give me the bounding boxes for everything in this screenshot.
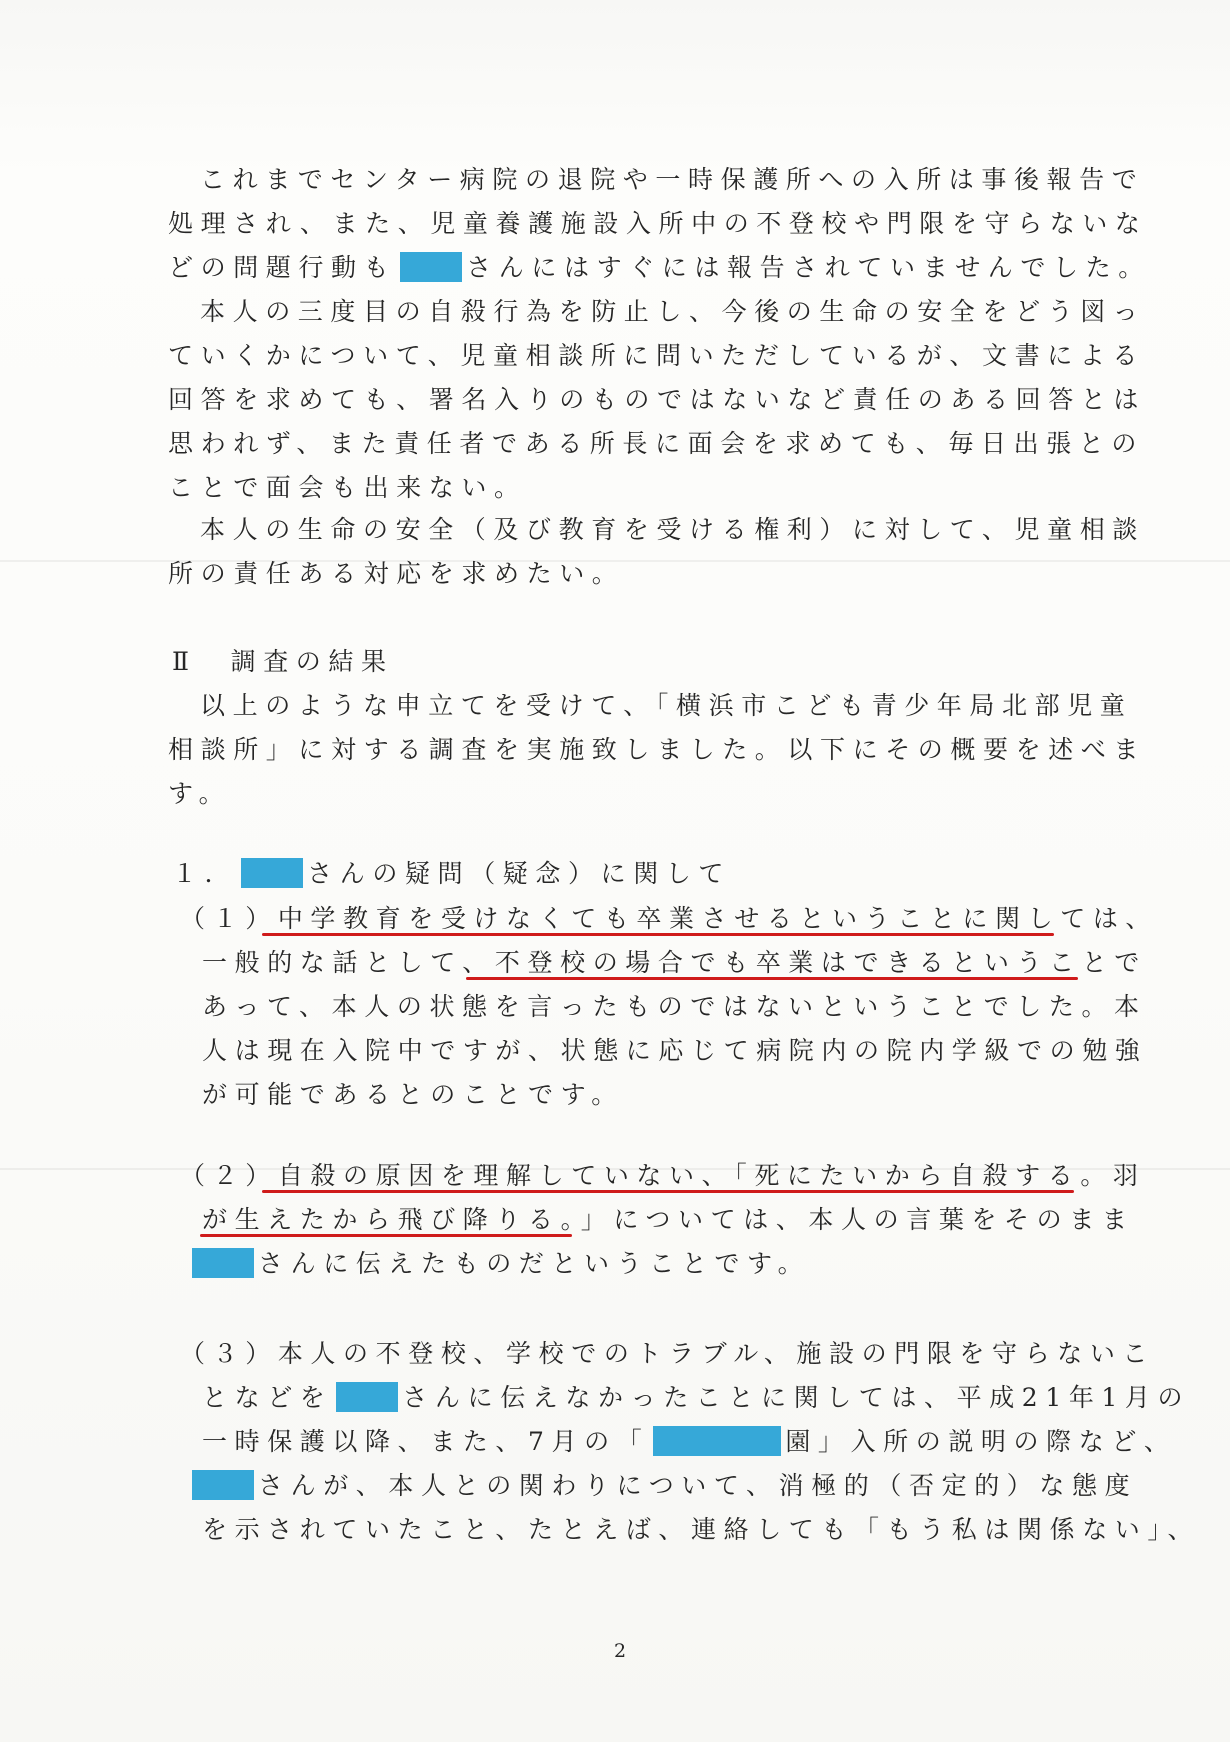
section2-line-2: 相談所」に対する調査を実施致しました。以下にその概要を述べま [168,735,1147,764]
intro-line-3-text: どの問題行動も [168,253,397,282]
sub1-line-4: 人は現在入院中ですが、状態に応じて病院内の院内学級での勉強 [202,1036,1148,1065]
sub3-line-5: を示されていたこと、たとえば、連絡しても「もう私は関係ない」、 [202,1515,1201,1544]
section-title: 調査の結果 [230,647,394,676]
page-number: 2 [614,1640,627,1662]
sub1-label: （１） [180,904,278,933]
sub1-line-1 [180,903,1158,935]
red-underline [262,933,1054,936]
redaction-box [653,1426,781,1456]
sub1-text-2a: 一般的な話として、 [202,948,495,977]
red-underline [200,1234,572,1237]
sub2-line-2 [202,1204,1134,1236]
section2-line-3: す。 [168,779,232,808]
sub3-text-3b: 園」入所の説明の際など、 [785,1427,1177,1456]
red-underline [466,977,1078,980]
sub3-line-3 [202,1426,1177,1458]
sub3-line-2 [202,1382,1190,1414]
sub3-text-3a: 一時保護以降、また、7月の「 [202,1427,650,1456]
sub1-line-5: が可能であるとのことです。 [202,1080,624,1109]
redaction-box [400,252,462,282]
section-heading [172,646,394,678]
sub1-text-1: 中学教育を受けなくても卒業させるということに関しては、 [277,904,1159,933]
red-underline [262,1190,1074,1193]
sub3-text-2b: さんに伝えなかったことに関しては、平成21年1月の [402,1383,1191,1412]
item1-number: １． [172,859,238,888]
sub2-label: （２） [180,1161,278,1190]
sub2-text-2b: については、本人の言葉をそのまま [613,1205,1135,1234]
sub2-text-2a: が生えたから飛び降りる。」 [202,1205,614,1234]
sub2-line-1 [180,1160,1146,1192]
intro-line-3-cont: さんにはすぐには報告されていませんでした。 [466,253,1151,282]
sub3-text-2a: となどを [202,1383,333,1412]
sub1-text-2b: 不登校の場合でも卒業はできるということで [494,948,1147,977]
sub1-line-3: あって、本人の状態を言ったものではないということでした。本 [202,992,1147,1021]
para2-line-2: ていくかについて、児童相談所に問いただしているが、文書による [168,341,1146,370]
redaction-box [336,1382,398,1412]
sub3-text-4: さんが、本人との関わりについて、消極的（否定的）な態度 [258,1471,1138,1500]
sub3-text-1: 本人の不登校、学校でのトラブル、施設の門限を守らないこ [277,1339,1156,1368]
sub3-line-1 [180,1338,1155,1370]
sub2-text-3: さんに伝えたものだということです。 [258,1249,811,1278]
para2-line-4: 思われず、また責任者である所長に面会を求めても、毎日出張との [168,429,1145,458]
section2-line-1: 以上のような申立てを受けて、「横浜市こども青少年局北部児童 [200,691,1133,720]
redaction-box [192,1248,254,1278]
redaction-box [241,858,303,888]
para2-line-3: 回答を求めても、署名入りのものではないなど責任のある回答とは [168,385,1147,414]
intro-line-3 [168,252,1151,284]
sub1-line-2 [202,947,1147,979]
sub3-line-4 [188,1470,1137,1502]
sub2-line-3 [188,1248,810,1280]
intro-line-1: これまでセンター病院の退院や一時保護所への入所は事後報告で [200,165,1145,194]
para3-line-1: 本人の生命の安全（及び教育を受ける権利）に対して、児童相談 [200,515,1145,544]
para2-line-1: 本人の三度目の自殺行為を防止し、今後の生命の安全をどう図っ [200,297,1146,326]
para3-line-2: 所の責任ある対応を求めたい。 [168,559,625,588]
item1-heading [172,858,731,890]
para2-line-5: ことで面会も出来ない。 [168,473,527,502]
intro-line-2: 処理され、また、児童養護施設入所中の不登校や門限を守らないな [168,209,1148,238]
sub2-text-1: 自殺の原因を理解していない、「死にたいから自殺する。羽 [277,1161,1146,1190]
item1-title: さんの疑問（疑念）に関して [307,859,732,888]
sub3-label: （３） [180,1339,278,1368]
section-number: Ⅱ [172,647,197,676]
redaction-box [192,1470,254,1500]
